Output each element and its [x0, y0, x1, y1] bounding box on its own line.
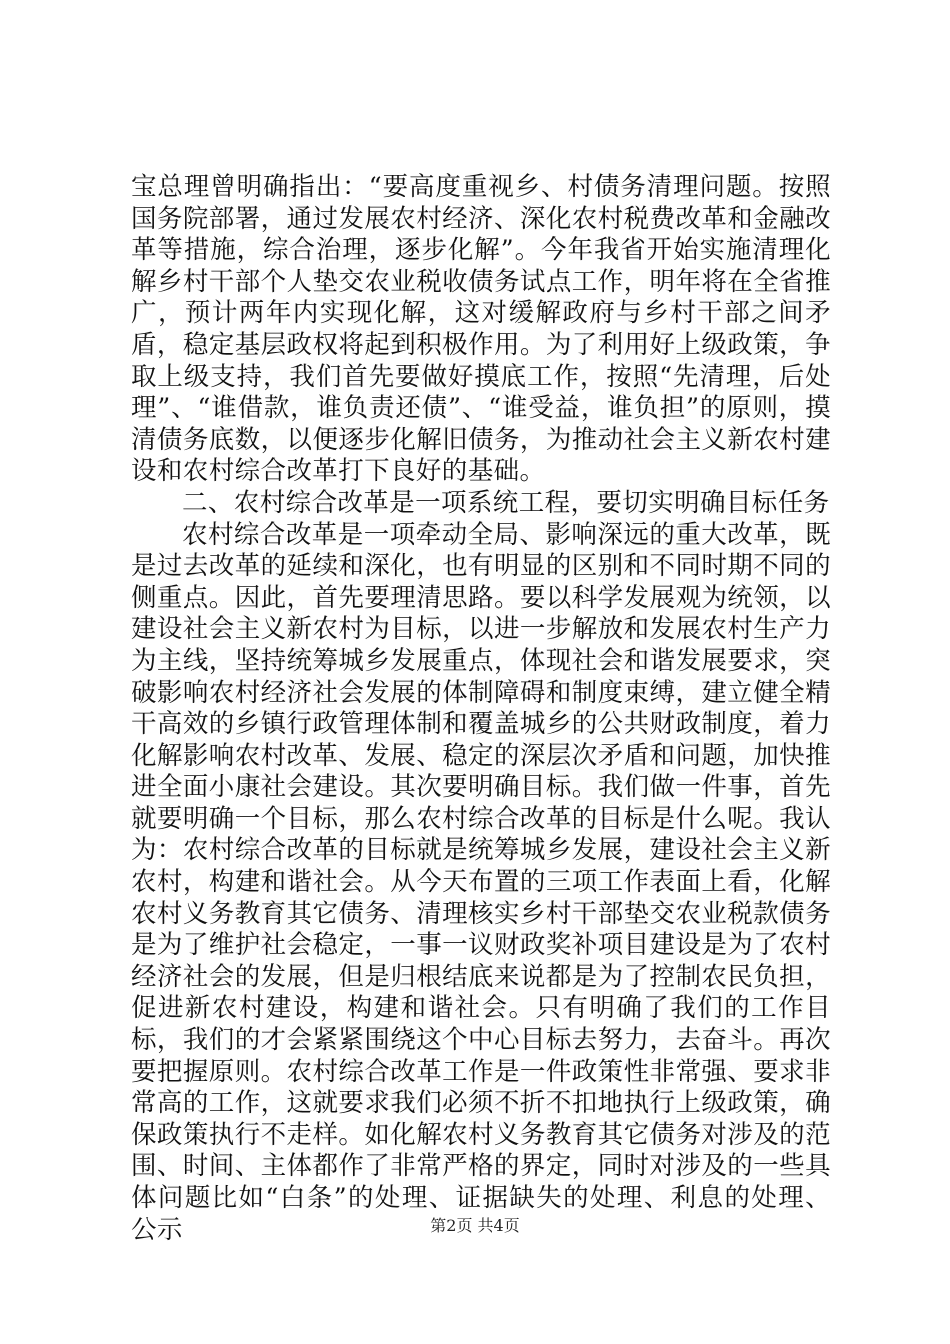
page-number-footer: 第2页 共4页 — [430, 1216, 520, 1235]
paragraph-body: 农村综合改革是一项牵动全局、影响深远的重大改革，既是过去改革的延续和深化，也有明显的区别和不同时期不同的侧重点。因此，首先要理清思路。要以科学发展观为统领，以建设社会主义新农村为目标，以进一步解放和发展农村生产力为主线，坚持统筹城乡发展重点，体现社会和谐发展要求，突破影响农村经济社会发展的体制障碍和制度束缚，建立健全精干高效的乡镇行政管理体制和覆盖城乡的公共财政制度，着力化解影响农村改革、发展、稳定的深层次矛盾和问题，加快推进全面小康社会建设。其次要明确目标。我们做一件事，首先就要明确一个目标，那么农村综合改革的目标是什么呢。我认为：农村综合改革的目标就是统筹城乡发展，建设社会主义新农村，构建和谐社会。从今天布置的三项工作表面上看，化解农村义务教育其它债务、清理核实乡村干部垫交农业税款债务是为了维护社会稳定，一事一议财政奖补项目建设是为了农村经济社会的发展，但是归根结底来说都是为了控制农民负担，促进新农村建设，构建和谐社会。只有明确了我们的工作目标，我们的才会紧紧围绕这个中心目标去努力，去奋斗。再次要把握原则。农村综合改革工作是一件政策性非常强、要求非常高的工作，这就要求我们必须不折不扣地执行上级政策，确保政策执行不走样。如化解农村义务教育其它债务对涉及的范围、时间、主体都作了非常严格的界定，同时对涉及的一些具体问题比如“白条”的处理、证据缺失的处理、利息的处理、公示 — [131, 519, 831, 1245]
paragraph-continuation: 宝总理曾明确指出：“要高度重视乡、村债务清理问题。按照国务院部署，通过发展农村经济、深化农村税费改革和金融改革等措施，综合治理，逐步化解”。今年我省开始实施清理化解乡村干部个人垫交农业税收债务试点工作，明年将在全省推广，预计两年内实现化解，这对缓解政府与乡村干部之间矛盾，稳定基层政权将起到积极作用。为了利用好上级政策，争取上级支持，我们首先要做好摸底工作，按照“先清理，后处理”、“谁借款，谁负责还债”、“谁受益，谁负担”的原则，摸清债务底数，以便逐步化解旧债务，为推动社会主义新农村建设和农村综合改革打下良好的基础。 — [131, 172, 831, 487]
document-body — [131, 172, 831, 1246]
section-heading: 二、农村综合改革是一项系统工程，要切实明确目标任务 — [182, 487, 830, 518]
